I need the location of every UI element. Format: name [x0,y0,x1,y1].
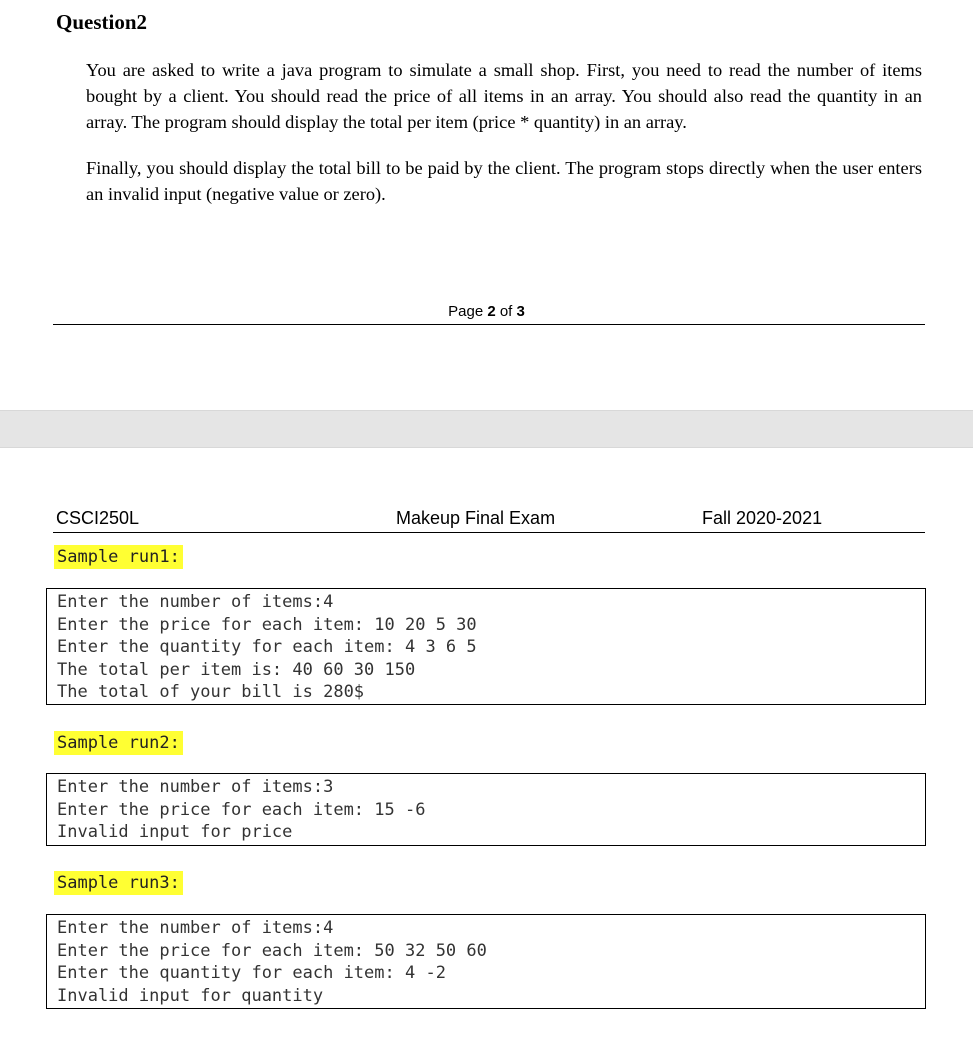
console-line: Enter the number of items:4 [57,918,334,938]
page-of: of [495,303,517,320]
console-line: Enter the number of items:4 [57,592,334,612]
console-line: Enter the quantity for each item: 4 -2 [57,963,446,983]
console-line: The total per item is: 40 60 30 150 [57,659,416,680]
console-line: Enter the price for each item: 50 32 50 60 [57,940,487,961]
sample-run-3-output [46,914,926,1009]
console-line: Enter the price for each item: 10 20 5 30 [57,614,477,635]
header-divider [53,532,925,533]
page-prefix: Page [448,303,488,320]
sample-run-2-output [46,773,926,846]
question-paragraph-2: Finally, you should display the total bill to be paid by the client. The program stops directly when the user enters an invalid input (negative value or zero). [86,158,922,204]
header-course: CSCI250L [56,508,140,528]
header-term: Fall 2020-2021 [702,508,823,528]
sample-run-1-output [46,588,926,705]
page-current: 2 [487,303,496,320]
header-exam: Makeup Final Exam [396,508,556,528]
question-paragraph-1: You are asked to write a java program to simulate a small shop. First, you need to read the number of items bought by a client. You should read the price of all items in an array. You should also read the quantity in an array. The program should display the total per item (price * quantity) in an array. [86,60,922,132]
page-total: 3 [516,303,525,320]
sample-run-2-label: Sample run2: [54,731,183,755]
page-footer [0,303,973,320]
sample-run-1-label: Sample run1: [54,545,183,569]
console-line: Invalid input for quantity [57,985,324,1006]
console-line: Enter the price for each item: 15 -6 [57,799,426,820]
console-line: Enter the number of items:3 [57,777,334,797]
console-line: Invalid input for price [57,822,293,842]
console-line: Enter the quantity for each item: 4 3 6 5 [57,637,477,657]
document-page-2 [0,0,973,410]
console-line: The total of your bill is 280$ [57,682,365,702]
page-header [56,508,924,532]
footer-divider [53,324,925,325]
question-title: Question2 [56,10,148,34]
sample-run-3-label: Sample run3: [54,871,183,895]
page-separator [0,410,973,448]
